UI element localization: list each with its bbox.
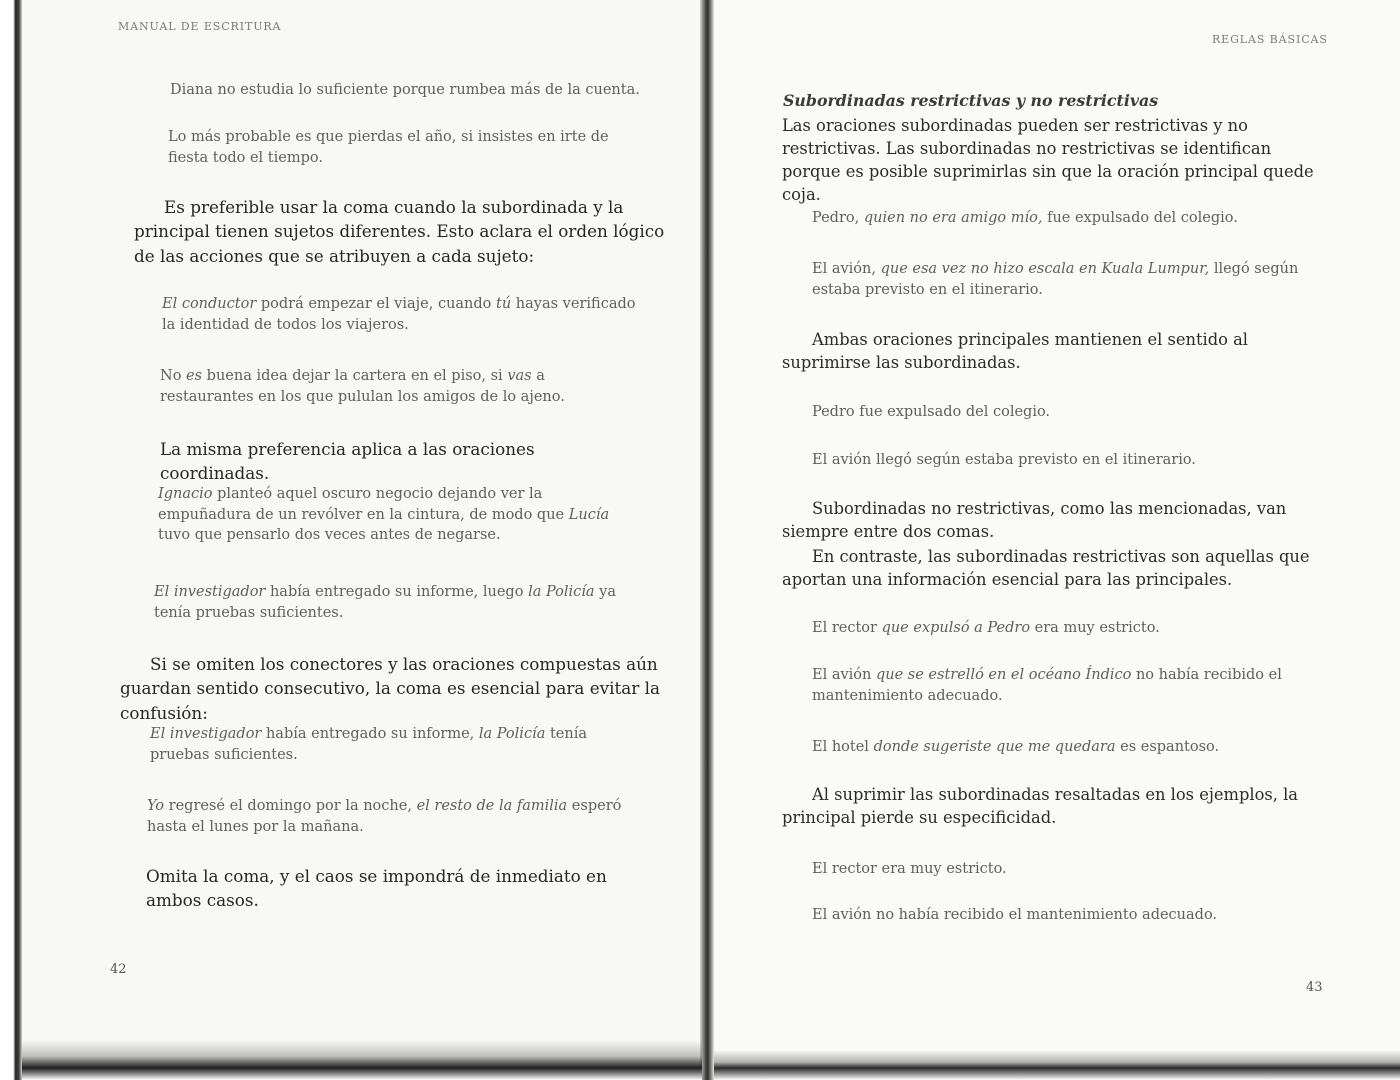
example-cartera: No es buena idea dejar la cartera en el piso, si vas a restaurantes en los que pululan los amigos de lo ajeno.	[160, 368, 565, 405]
example-avion-indico: El avión que se estrelló en el océano Índico no había recibido el mantenimiento adecuado.	[812, 667, 1282, 704]
paragraph-omiten-conectores: Si se omiten los conectores y las oraciones compuestas aún guardan sentido consecutivo, la coma es esencial para evitar la confusión:	[120, 654, 660, 723]
page-number-left: 42	[110, 962, 127, 977]
example-domingo: Yo regresé el domingo por la noche, el resto de la familia esperó hasta el lunes por la mañana.	[147, 798, 622, 835]
example-rector-restrictiva: El rector que expulsó a Pedro era muy estricto.	[812, 620, 1160, 636]
example-avion-principal: El avión llegó según estaba previsto en el itinerario.	[812, 452, 1196, 468]
example-ignacio: Ignacio planteó aquel oscuro negocio dejando ver la empuñadura de un revólver en la cintura, de modo que Lucía tuvo que pensarlo dos veces antes de negarse.	[158, 486, 610, 544]
paragraph-sujetos-diferentes	[134, 195, 676, 268]
example-investigador-sin-conector: El investigador había entregado su informe, la Policía tenía pruebas suficientes.	[150, 726, 587, 763]
paragraph-en-contraste: En contraste, las subordinadas restrictivas son aquellas que aportan una información esencial para las principales.	[782, 547, 1310, 590]
example-conductor: El conductor podrá empezar el viaje, cuando tú hayas verificado la identidad de todos los viajeros.	[162, 296, 636, 333]
example-hotel: El hotel donde sugeriste que me quedara es espantoso.	[812, 739, 1220, 755]
example-avion-mantenimiento: El avión no había recibido el mantenimiento adecuado.	[812, 907, 1218, 923]
book-gutter	[700, 0, 714, 1080]
paragraph-coordinadas: La misma preferencia aplica a las oraciones coordinadas.	[160, 439, 535, 484]
paragraph-text: Es preferible usar la coma cuando la subordinada y la principal tienen sujetos diferentes. Esto aclara el orden lógico de las acciones que se atribuyen a cada sujeto:	[134, 197, 665, 266]
running-head-right: REGLAS BÁSICAS	[1212, 33, 1328, 46]
paragraph-omita-coma: Omita la coma, y el caos se impondrá de inmediato en ambos casos.	[146, 866, 607, 911]
example-rector-principal: El rector era muy estricto.	[812, 861, 1007, 877]
example-diana: Diana no estudia lo suficiente porque rumbea más de la cuenta.	[170, 82, 640, 98]
paragraph-al-suprimir: Al suprimir las subordinadas resaltadas en los ejemplos, la principal pierde su especificidad.	[782, 785, 1299, 828]
paragraph-dos-comas: Subordinadas no restrictivas, como las mencionadas, van siempre entre dos comas.	[782, 499, 1287, 542]
example-investigador-luego: El investigador había entregado su informe, luego la Policía ya tenía pruebas suficientes.	[154, 584, 616, 621]
left-scan-edge	[0, 0, 22, 1080]
bottom-scan-shadow-left	[22, 1040, 702, 1080]
example-pedro-no-restrictiva: Pedro, quien no era amigo mío, fue expulsado del colegio.	[812, 210, 1238, 226]
page-number-right: 43	[1306, 980, 1323, 995]
example-pedro-principal: Pedro fue expulsado del colegio.	[812, 404, 1051, 420]
bottom-scan-shadow-right	[714, 1050, 1400, 1080]
section-heading: Subordinadas restrictivas y no restrictivas	[783, 91, 1159, 110]
paragraph-restrictivas-intro: Las oraciones subordinadas pueden ser restrictivas y no restrictivas. Las subordinadas no restrictivas se identifican porque es posible suprimirlas sin que la oración principal quede coja.	[782, 116, 1314, 205]
running-head-left: MANUAL DE ESCRITURA	[118, 20, 282, 33]
paragraph-mantienen-sentido: Ambas oraciones principales mantienen el sentido al suprimirse las subordinadas.	[782, 330, 1249, 373]
example-fiesta: Lo más probable es que pierdas el año, si insistes en irte de fiesta todo el tiempo.	[168, 129, 609, 166]
example-avion-kuala-lumpur: El avión, que esa vez no hizo escala en Kuala Lumpur, llegó según estaba previsto en el itinerario.	[812, 261, 1299, 298]
